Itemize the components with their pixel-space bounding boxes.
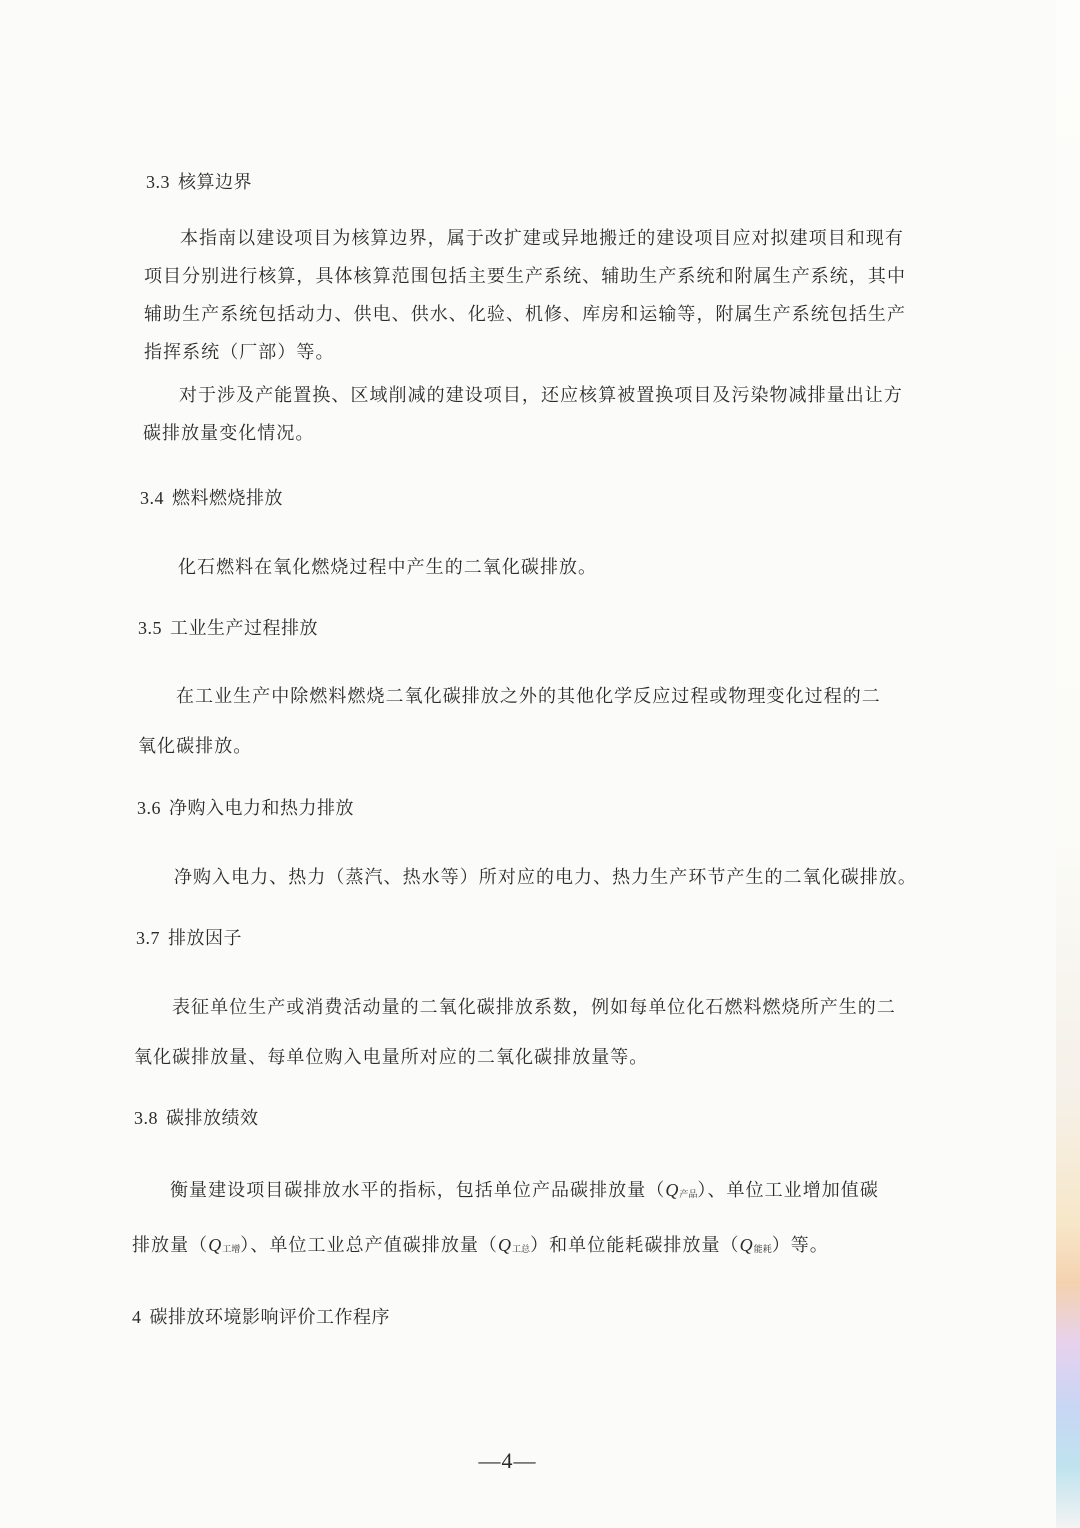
section-4-heading — [132, 1303, 390, 1329]
section-number: 4 — [132, 1307, 142, 1327]
q-symbol: Q — [497, 1235, 513, 1255]
subscript-industrial-added: 工增 — [222, 1245, 241, 1255]
scan-edge-strip — [1056, 0, 1080, 1528]
section-3-5-heading — [138, 614, 318, 640]
section-3-6-paragraph — [174, 859, 917, 897]
section-title: 碳排放绩效 — [166, 1108, 259, 1129]
q-symbol: Q — [208, 1235, 223, 1255]
paragraph-line: 对于涉及产能置换、区域削减的建设项目，还应核算被置换项目及污染物减排量出让方 — [179, 385, 903, 406]
paragraph-line — [132, 1220, 879, 1275]
paragraph-line: 化石燃料在氧化燃烧过程中产生的二氧化碳排放。 — [178, 557, 598, 578]
section-3-7-heading — [136, 924, 242, 950]
section-title: 燃料燃烧排放 — [172, 488, 283, 509]
section-3-4-heading — [140, 484, 283, 510]
section-3-7-paragraph — [134, 983, 896, 1083]
text-run: ）等。 — [771, 1235, 829, 1256]
section-3-5-paragraph — [138, 672, 881, 772]
section-3-8-heading — [134, 1104, 259, 1130]
paragraph-line: 净购入电力、热力（蒸汽、热水等）所对应的电力、热力生产环节产生的二氧化碳排放。 — [174, 867, 917, 888]
section-3-4-paragraph — [178, 549, 597, 587]
section-number: 3.4 — [140, 488, 164, 508]
paragraph-line: 项目分别进行核算，具体核算范围包括主要生产系统、辅助生产系统和附属生产系统，其中 — [144, 266, 906, 287]
section-title: 碳排放环境影响评价工作程序 — [149, 1307, 390, 1328]
section-title: 排放因子 — [168, 928, 242, 949]
section-number: 3.3 — [146, 172, 170, 192]
paragraph-line — [132, 1165, 879, 1220]
subscript-industrial-total: 工总 — [512, 1245, 531, 1255]
section-3-3-heading — [146, 168, 252, 194]
section-title: 工业生产过程排放 — [170, 618, 318, 639]
section-3-6-heading — [137, 794, 354, 820]
section-title: 净购入电力和热力排放 — [169, 798, 354, 819]
paragraph-line: 碳排放量变化情况。 — [143, 423, 315, 444]
q-symbol: Q — [665, 1180, 680, 1200]
text-run: ）、单位工业增加值碳 — [697, 1180, 879, 1201]
paragraph-line: 本指南以建设项目为核算边界，属于改扩建或异地搬迁的建设项目应对拟建项目和现有 — [180, 228, 904, 249]
section-number: 3.5 — [138, 618, 162, 638]
paragraph-line: 指挥系统（厂部）等。 — [144, 342, 335, 363]
paragraph-line: 表征单位生产或消费活动量的二氧化碳排放系数，例如每单位化石燃料燃烧所产生的二 — [172, 997, 896, 1018]
text-run: 衡量建设项目碳排放水平的指标，包括单位产品碳排放量（ — [170, 1180, 666, 1201]
q-symbol: Q — [739, 1235, 754, 1255]
section-title: 核算边界 — [178, 172, 252, 193]
section-3-8-paragraph — [132, 1165, 879, 1275]
paragraph-line: 氧化碳排放量、每单位购入电量所对应的二氧化碳排放量等。 — [134, 1047, 649, 1068]
paragraph-line: 氧化碳排放。 — [138, 736, 253, 757]
section-3-3-paragraph-2 — [143, 377, 903, 453]
text-run: ）、单位工业总产值碳排放量（ — [240, 1235, 498, 1256]
section-3-3-paragraph-1 — [144, 220, 906, 372]
subscript-energy: 能耗 — [753, 1245, 772, 1255]
paragraph-line: 辅助生产系统包括动力、供电、供水、化验、机修、库房和运输等，附属生产系统包括生产 — [144, 304, 906, 325]
text-run: 排放量（ — [132, 1235, 209, 1256]
subscript-product: 产品 — [679, 1190, 698, 1200]
section-number: 3.6 — [137, 798, 161, 818]
paragraph-line: 在工业生产中除燃料燃烧二氧化碳排放之外的其他化学反应过程或物理变化过程的二 — [176, 686, 881, 707]
section-number: 3.8 — [134, 1108, 158, 1128]
section-number: 3.7 — [136, 928, 160, 948]
page-number: —4— — [478, 1448, 537, 1473]
text-run: ）和单位能耗碳排放量（ — [530, 1235, 740, 1256]
